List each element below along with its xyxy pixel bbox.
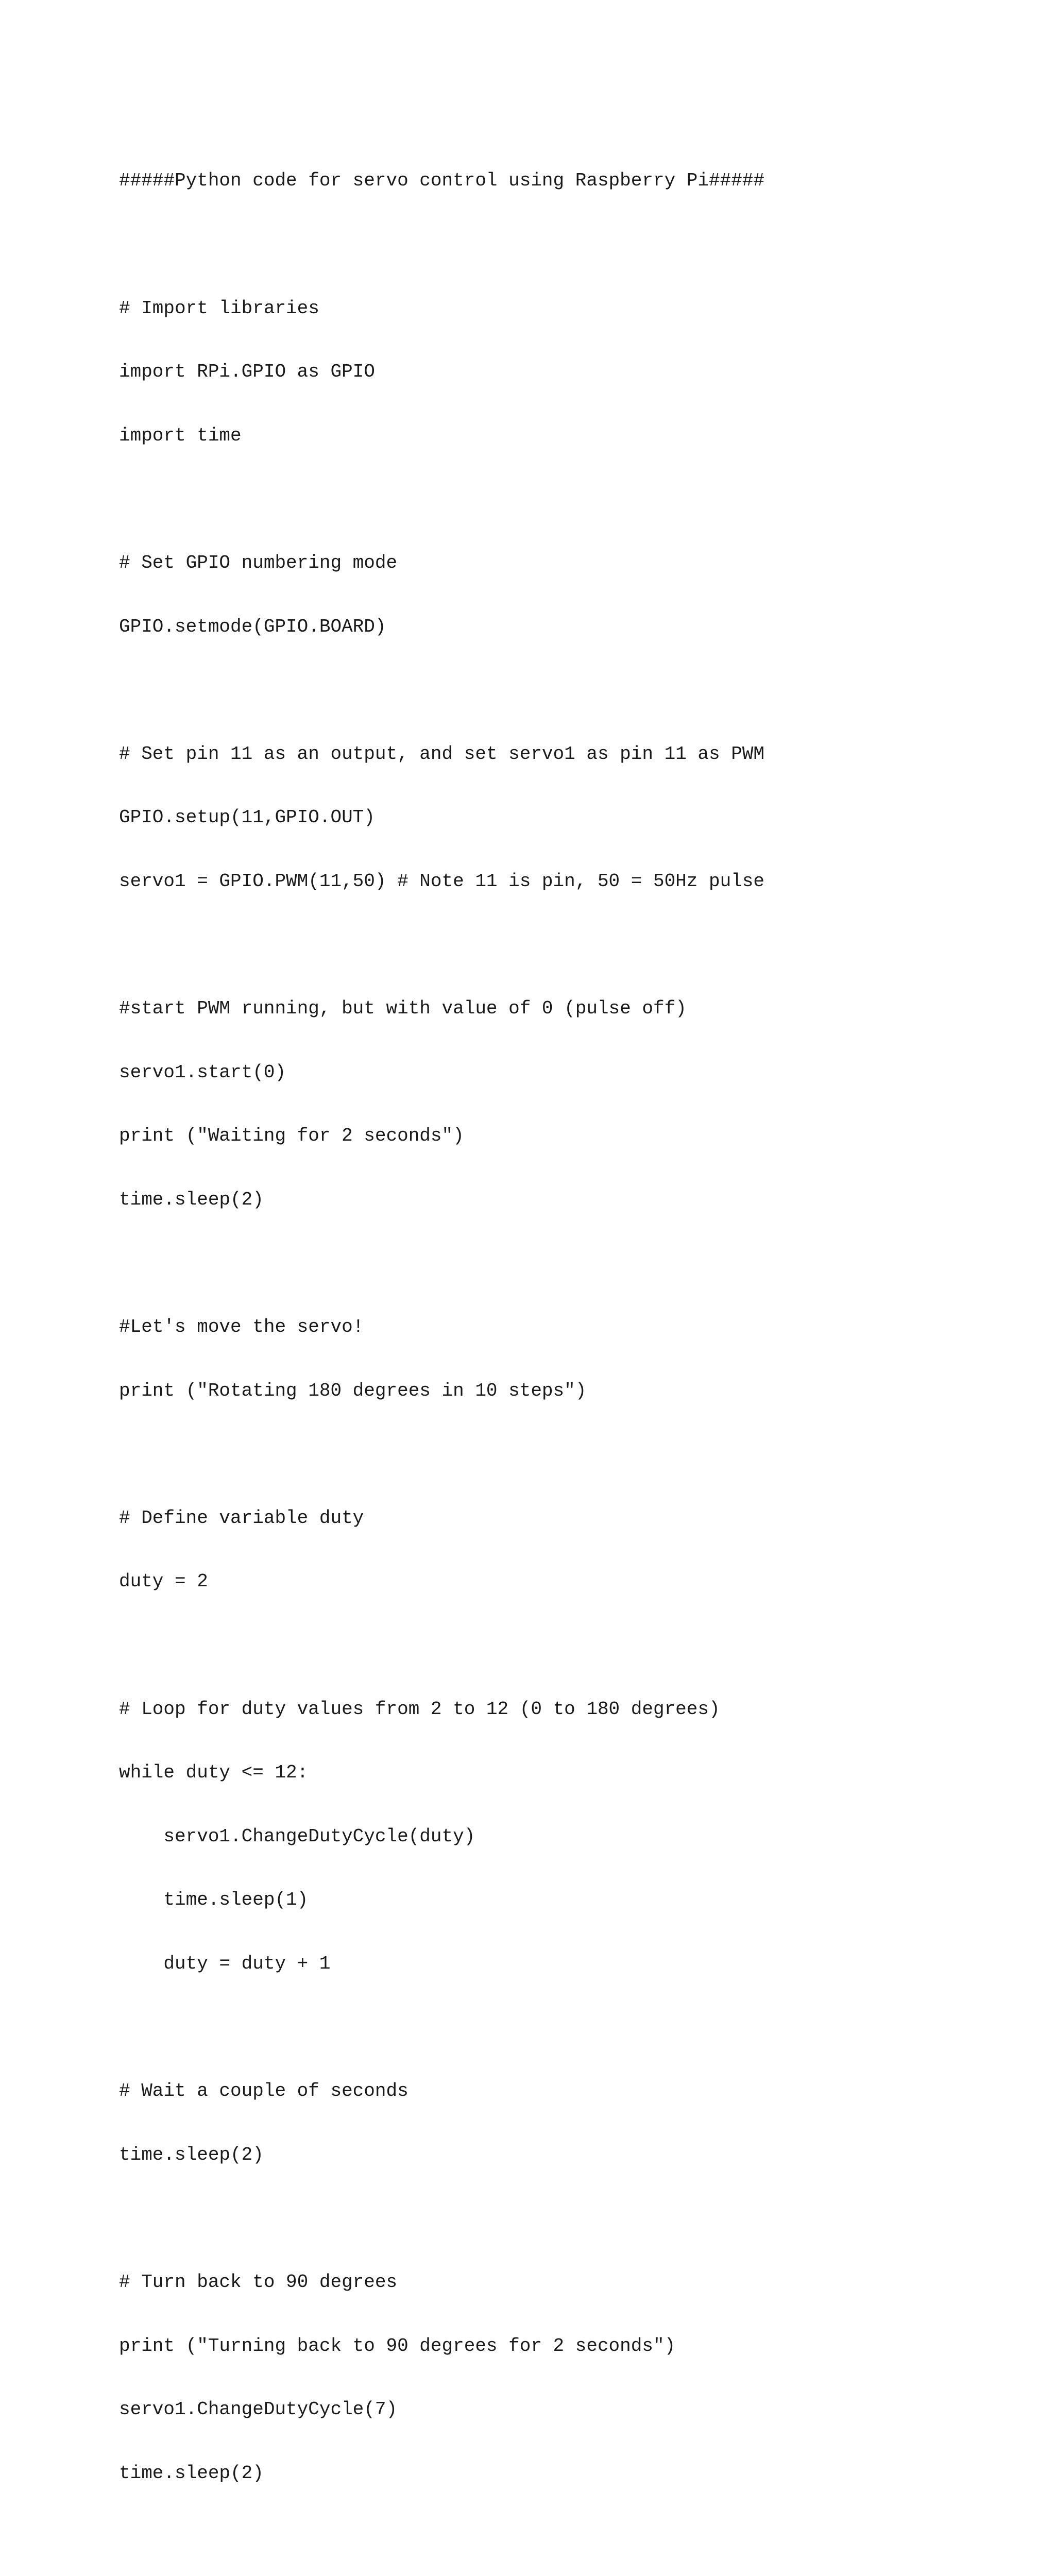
code-line bbox=[119, 2017, 764, 2038]
code-line: # Loop for duty values from 2 to 12 (0 to 180 degrees) bbox=[119, 1698, 720, 1720]
code-line: print ("Waiting for 2 seconds") bbox=[119, 1125, 464, 1147]
code-line: servo1.start(0) bbox=[119, 1061, 286, 1083]
code-line bbox=[119, 1253, 764, 1274]
code-line: # Turn back to 90 degrees bbox=[119, 2272, 398, 2293]
code-line: servo1.ChangeDutyCycle(7) bbox=[119, 2399, 398, 2420]
code-line bbox=[119, 680, 764, 701]
code-line: print ("Turning back to 90 degrees for 2 seconds") bbox=[119, 2335, 676, 2357]
code-line: duty = 2 bbox=[119, 1571, 208, 1592]
code-line bbox=[119, 935, 764, 956]
code-line: # Import libraries bbox=[119, 297, 319, 319]
code-line bbox=[119, 488, 764, 510]
code-line: servo1.ChangeDutyCycle(duty) bbox=[119, 1825, 475, 1847]
code-line: # Set pin 11 as an output, and set servo1 as pin 11 as PWM bbox=[119, 743, 765, 765]
code-line: GPIO.setmode(GPIO.BOARD) bbox=[119, 616, 386, 637]
code-line: # Wait a couple of seconds bbox=[119, 2080, 409, 2102]
code-line: GPIO.setup(11,GPIO.OUT) bbox=[119, 807, 375, 828]
code-line: servo1 = GPIO.PWM(11,50) # Note 11 is pin, 50 = 50Hz pulse bbox=[119, 870, 765, 892]
code-line: #####Python code for servo control using Raspberry Pi##### bbox=[119, 170, 765, 192]
code-line bbox=[119, 234, 764, 255]
code-line: duty = duty + 1 bbox=[119, 1953, 331, 1975]
code-line: #Let's move the servo! bbox=[119, 1316, 364, 1338]
code-line: # Set GPIO numbering mode bbox=[119, 552, 398, 573]
code-line: time.sleep(2) bbox=[119, 2144, 264, 2165]
code-line: import RPi.GPIO as GPIO bbox=[119, 361, 375, 383]
code-line: time.sleep(1) bbox=[119, 1889, 309, 1911]
code-line bbox=[119, 2208, 764, 2229]
code-line: # Define variable duty bbox=[119, 1507, 364, 1529]
code-line: print ("Rotating 180 degrees in 10 steps") bbox=[119, 1380, 587, 1401]
code-line: while duty <= 12: bbox=[119, 1762, 309, 1784]
code-line bbox=[119, 2526, 764, 2547]
code-line: #start PWM running, but with value of 0 (pulse off) bbox=[119, 998, 687, 1020]
python-code-listing bbox=[119, 128, 764, 2576]
code-line bbox=[119, 1444, 764, 1465]
code-line: time.sleep(2) bbox=[119, 1189, 264, 1210]
code-line: time.sleep(2) bbox=[119, 2462, 264, 2484]
code-line: import time bbox=[119, 425, 242, 446]
code-line bbox=[119, 1635, 764, 1656]
